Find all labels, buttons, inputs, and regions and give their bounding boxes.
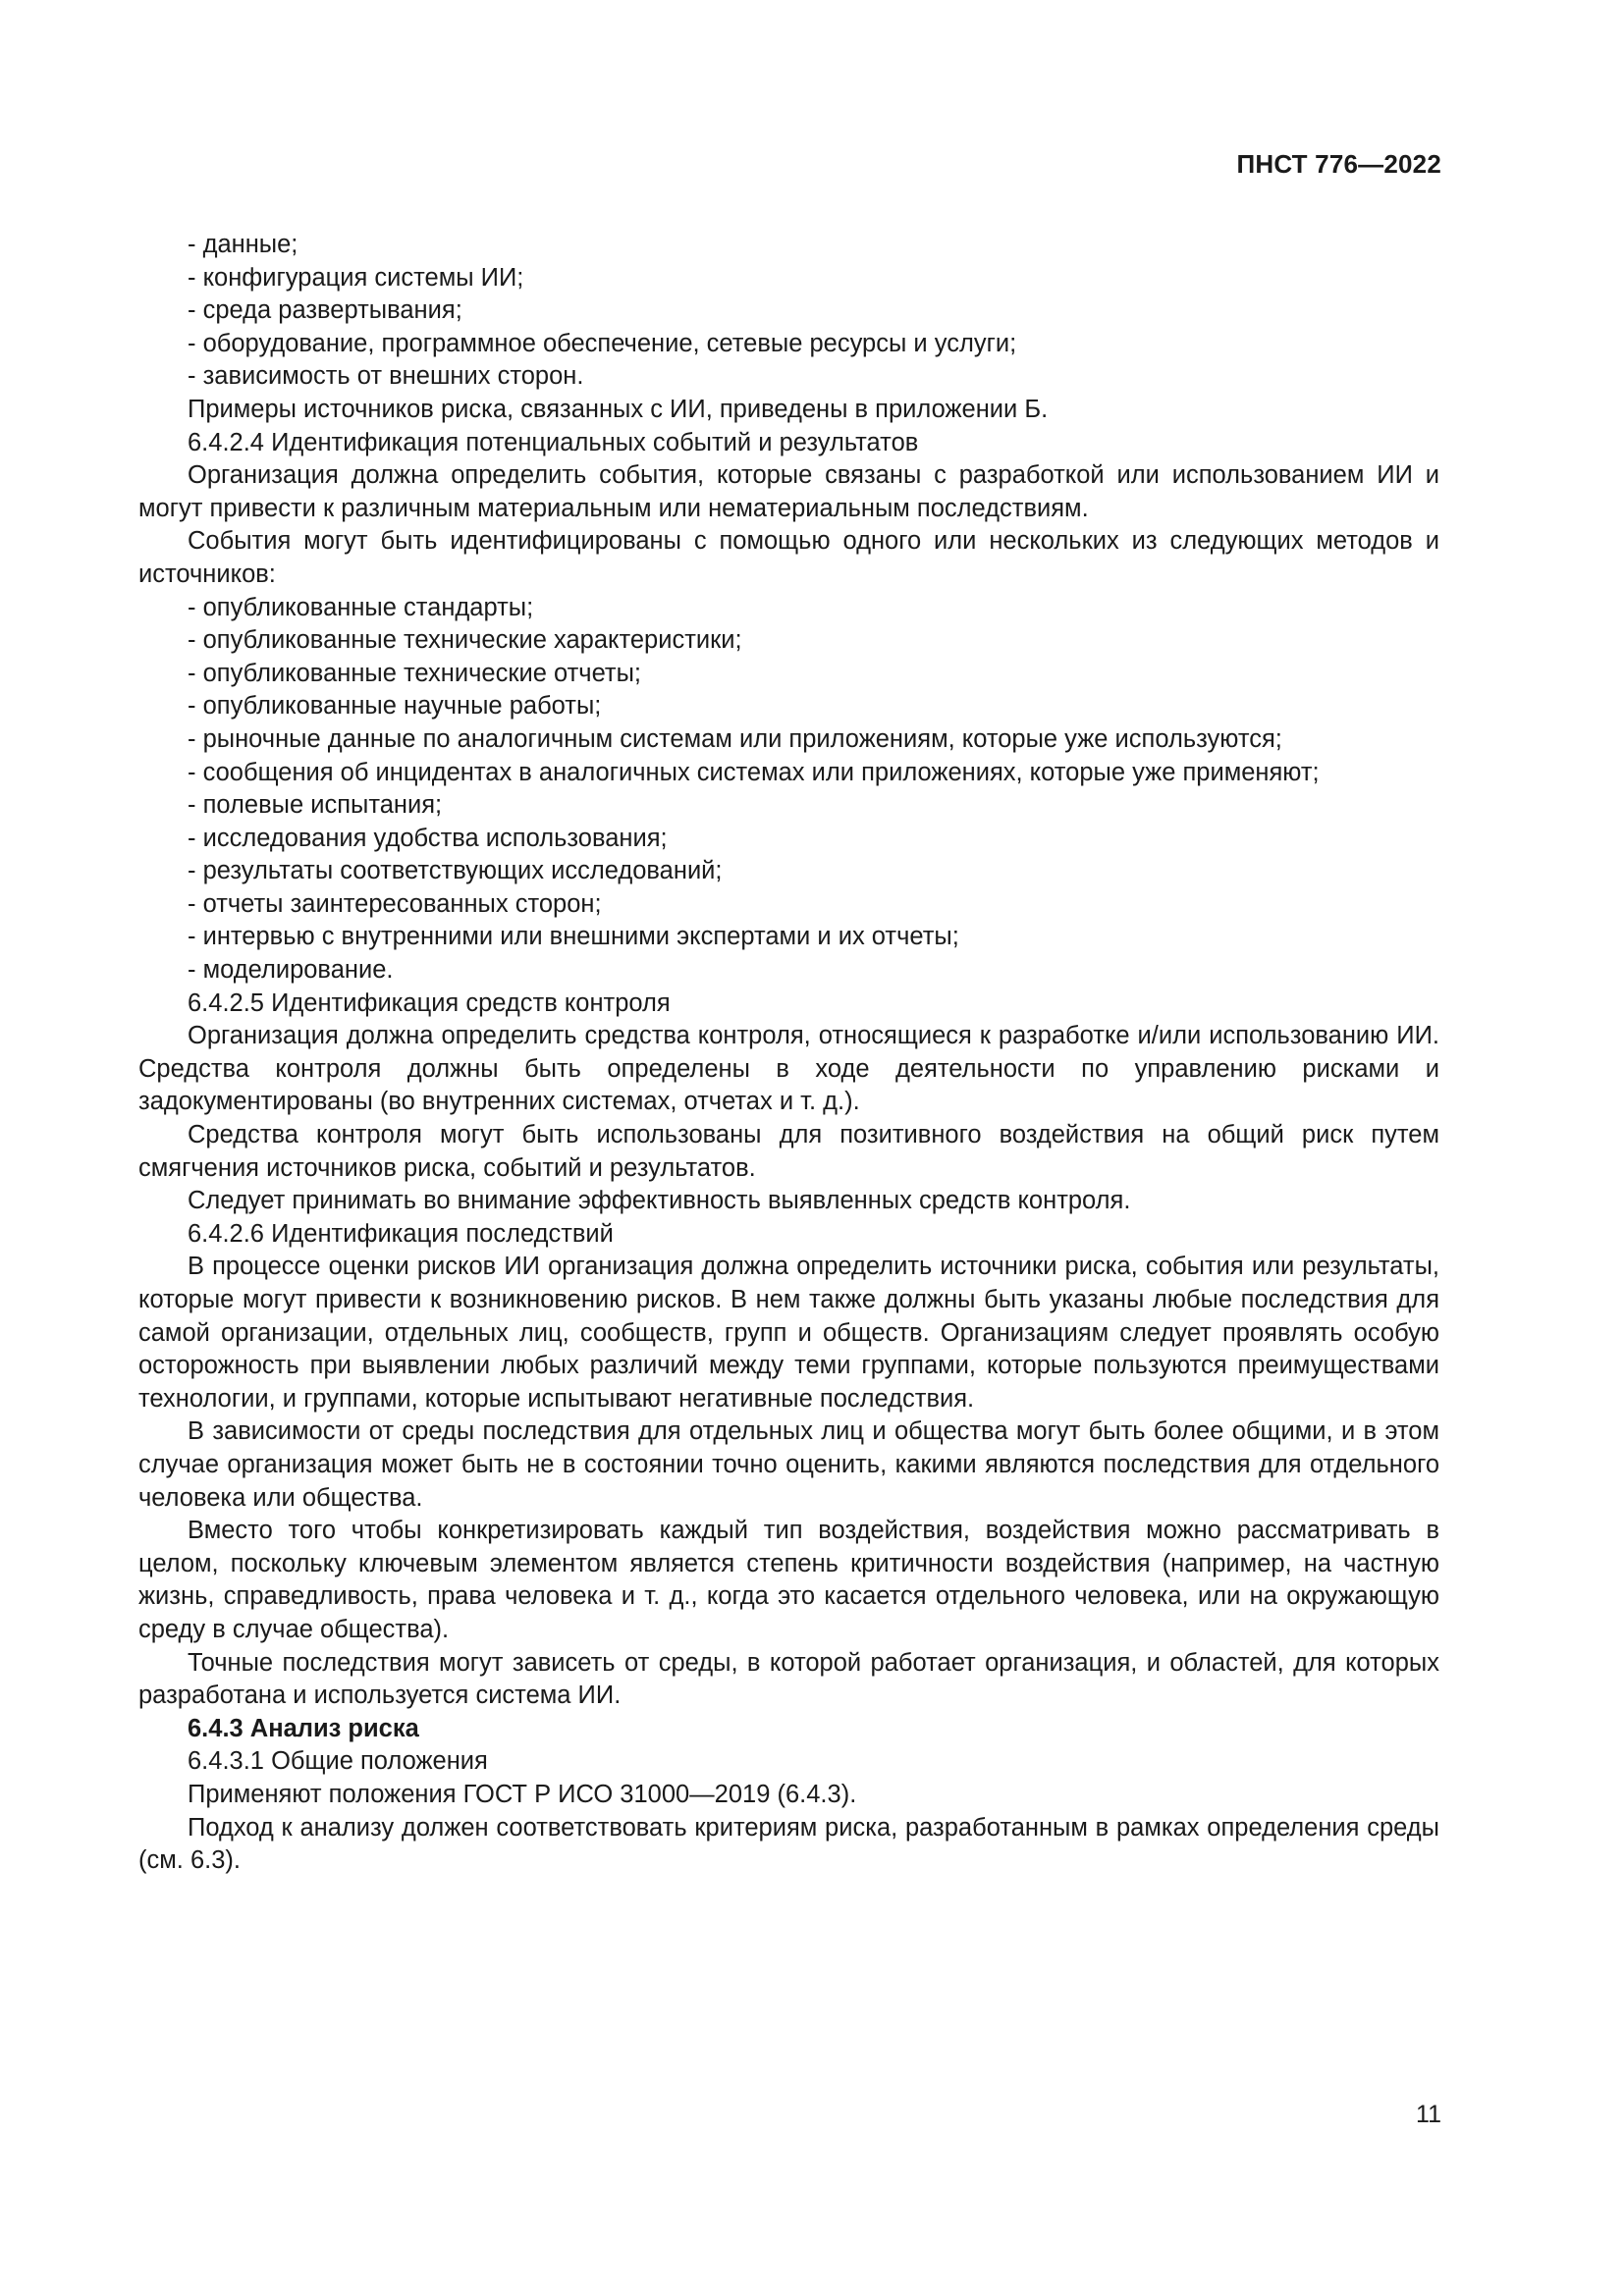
list-item: - опубликованные стандарты; bbox=[188, 593, 534, 621]
list-item: - рыночные данные по аналогичным системам или приложениям, которые уже используются; bbox=[188, 724, 1282, 753]
list-item: - зависимость от внешних сторон. bbox=[188, 362, 584, 391]
list-item: - конфигурация системы ИИ; bbox=[188, 263, 524, 292]
paragraph: В процессе оценки рисков ИИ организация должна определить источники риска, события или результаты, которые могут привести к возникновению рисков. В нем также должны быть указаны любые последствия для самой организации, отдельных лиц, сообществ, групп и обществ. Организациям следует проявлять особую осторожность при выявлении любых различий между теми группами, которые пользуются преимуществами технологии, и группами, которые испытывают негативные последствия. bbox=[138, 1253, 1439, 1413]
section-heading-6-4-3: 6.4.3 Анализ риска bbox=[188, 1714, 419, 1742]
list-item: - опубликованные технические отчеты; bbox=[188, 659, 642, 687]
paragraph: Средства контроля могут быть использованы для позитивного воздействия на общий риск путем смягчения источников риска, событий и результатов. bbox=[138, 1121, 1439, 1182]
body-text bbox=[138, 229, 1439, 1878]
list-item: - данные; bbox=[188, 231, 298, 258]
section-heading-6-4-2-5: 6.4.2.5 Идентификация средств контроля bbox=[188, 988, 671, 1017]
paragraph: Подход к анализу должен соответствовать критериям риска, разработанным в рамках определения среды (см. 6.3). bbox=[138, 1813, 1439, 1875]
paragraph: Следует принимать во внимание эффективность выявленных средств контроля. bbox=[188, 1187, 1131, 1215]
list-item: - опубликованные научные работы; bbox=[188, 692, 602, 721]
paragraph: Примеры источников риска, связанных с ИИ, приведены в приложении Б. bbox=[188, 395, 1049, 423]
page-number: 11 bbox=[1416, 2101, 1441, 2128]
list-item: - интервью с внутренними или внешними экспертами и их отчеты; bbox=[188, 923, 959, 951]
section-heading-6-4-3-1: 6.4.3.1 Общие положения bbox=[188, 1747, 488, 1776]
list-item: - сообщения об инцидентах в аналогичных системах или приложениях, которые уже применяют; bbox=[188, 758, 1320, 786]
paragraph: Вместо того чтобы конкретизировать каждый тип воздействия, воздействия можно рассматривать в целом, поскольку ключевым элементом является степень критичности воздействия (например, на частную жизнь, справедливость, права человека и т. д., когда это касается отдельного человека, или на окружающую среду в случае общества). bbox=[138, 1517, 1439, 1643]
list-item: - исследования удобства использования; bbox=[188, 824, 668, 852]
paragraph: Организация должна определить средства контроля, относящиеся к разработке и/или использованию ИИ. Средства контроля должны быть определены в ходе деятельности по управлению рисками и задокументированы (во внутренних системах, отчетах и т. д.). bbox=[138, 1022, 1439, 1116]
list-item: - полевые испытания; bbox=[188, 791, 443, 820]
paragraph: Применяют положения ГОСТ Р ИСО 31000—2019 (6.4.3). bbox=[188, 1780, 857, 1808]
list-item: - отчеты заинтересованных сторон; bbox=[188, 889, 602, 918]
paragraph: Точные последствия могут зависеть от среды, в которой работает организация, и областей, для которых разработана и используется система ИИ. bbox=[138, 1648, 1439, 1710]
paragraph: События могут быть идентифицированы с помощью одного или нескольких из следующих методов и источников: bbox=[138, 527, 1439, 588]
list-item: - результаты соответствующих исследований; bbox=[188, 857, 723, 885]
section-heading-6-4-2-6: 6.4.2.6 Идентификация последствий bbox=[188, 1219, 614, 1248]
section-heading-6-4-2-4: 6.4.2.4 Идентификация потенциальных событий и результатов bbox=[188, 428, 919, 456]
list-item: - опубликованные технические характеристики; bbox=[188, 626, 742, 655]
list-item: - оборудование, программное обеспечение, сетевые ресурсы и услуги; bbox=[188, 329, 1017, 357]
paragraph: Организация должна определить события, которые связаны с разработкой или использованием ИИ и могут привести к различным материальным или нематериальным последствиям. bbox=[138, 461, 1439, 522]
document-id: ПНСТ 776—2022 bbox=[1236, 149, 1441, 179]
paragraph: В зависимости от среды последствия для отдельных лиц и общества могут быть более общими, и в этом случае организация может быть не в состоянии точно оценить, какими являются последствия для отдельного человека или общества. bbox=[138, 1417, 1439, 1512]
list-item: - моделирование. bbox=[188, 956, 394, 985]
list-item: - среда развертывания; bbox=[188, 296, 462, 325]
